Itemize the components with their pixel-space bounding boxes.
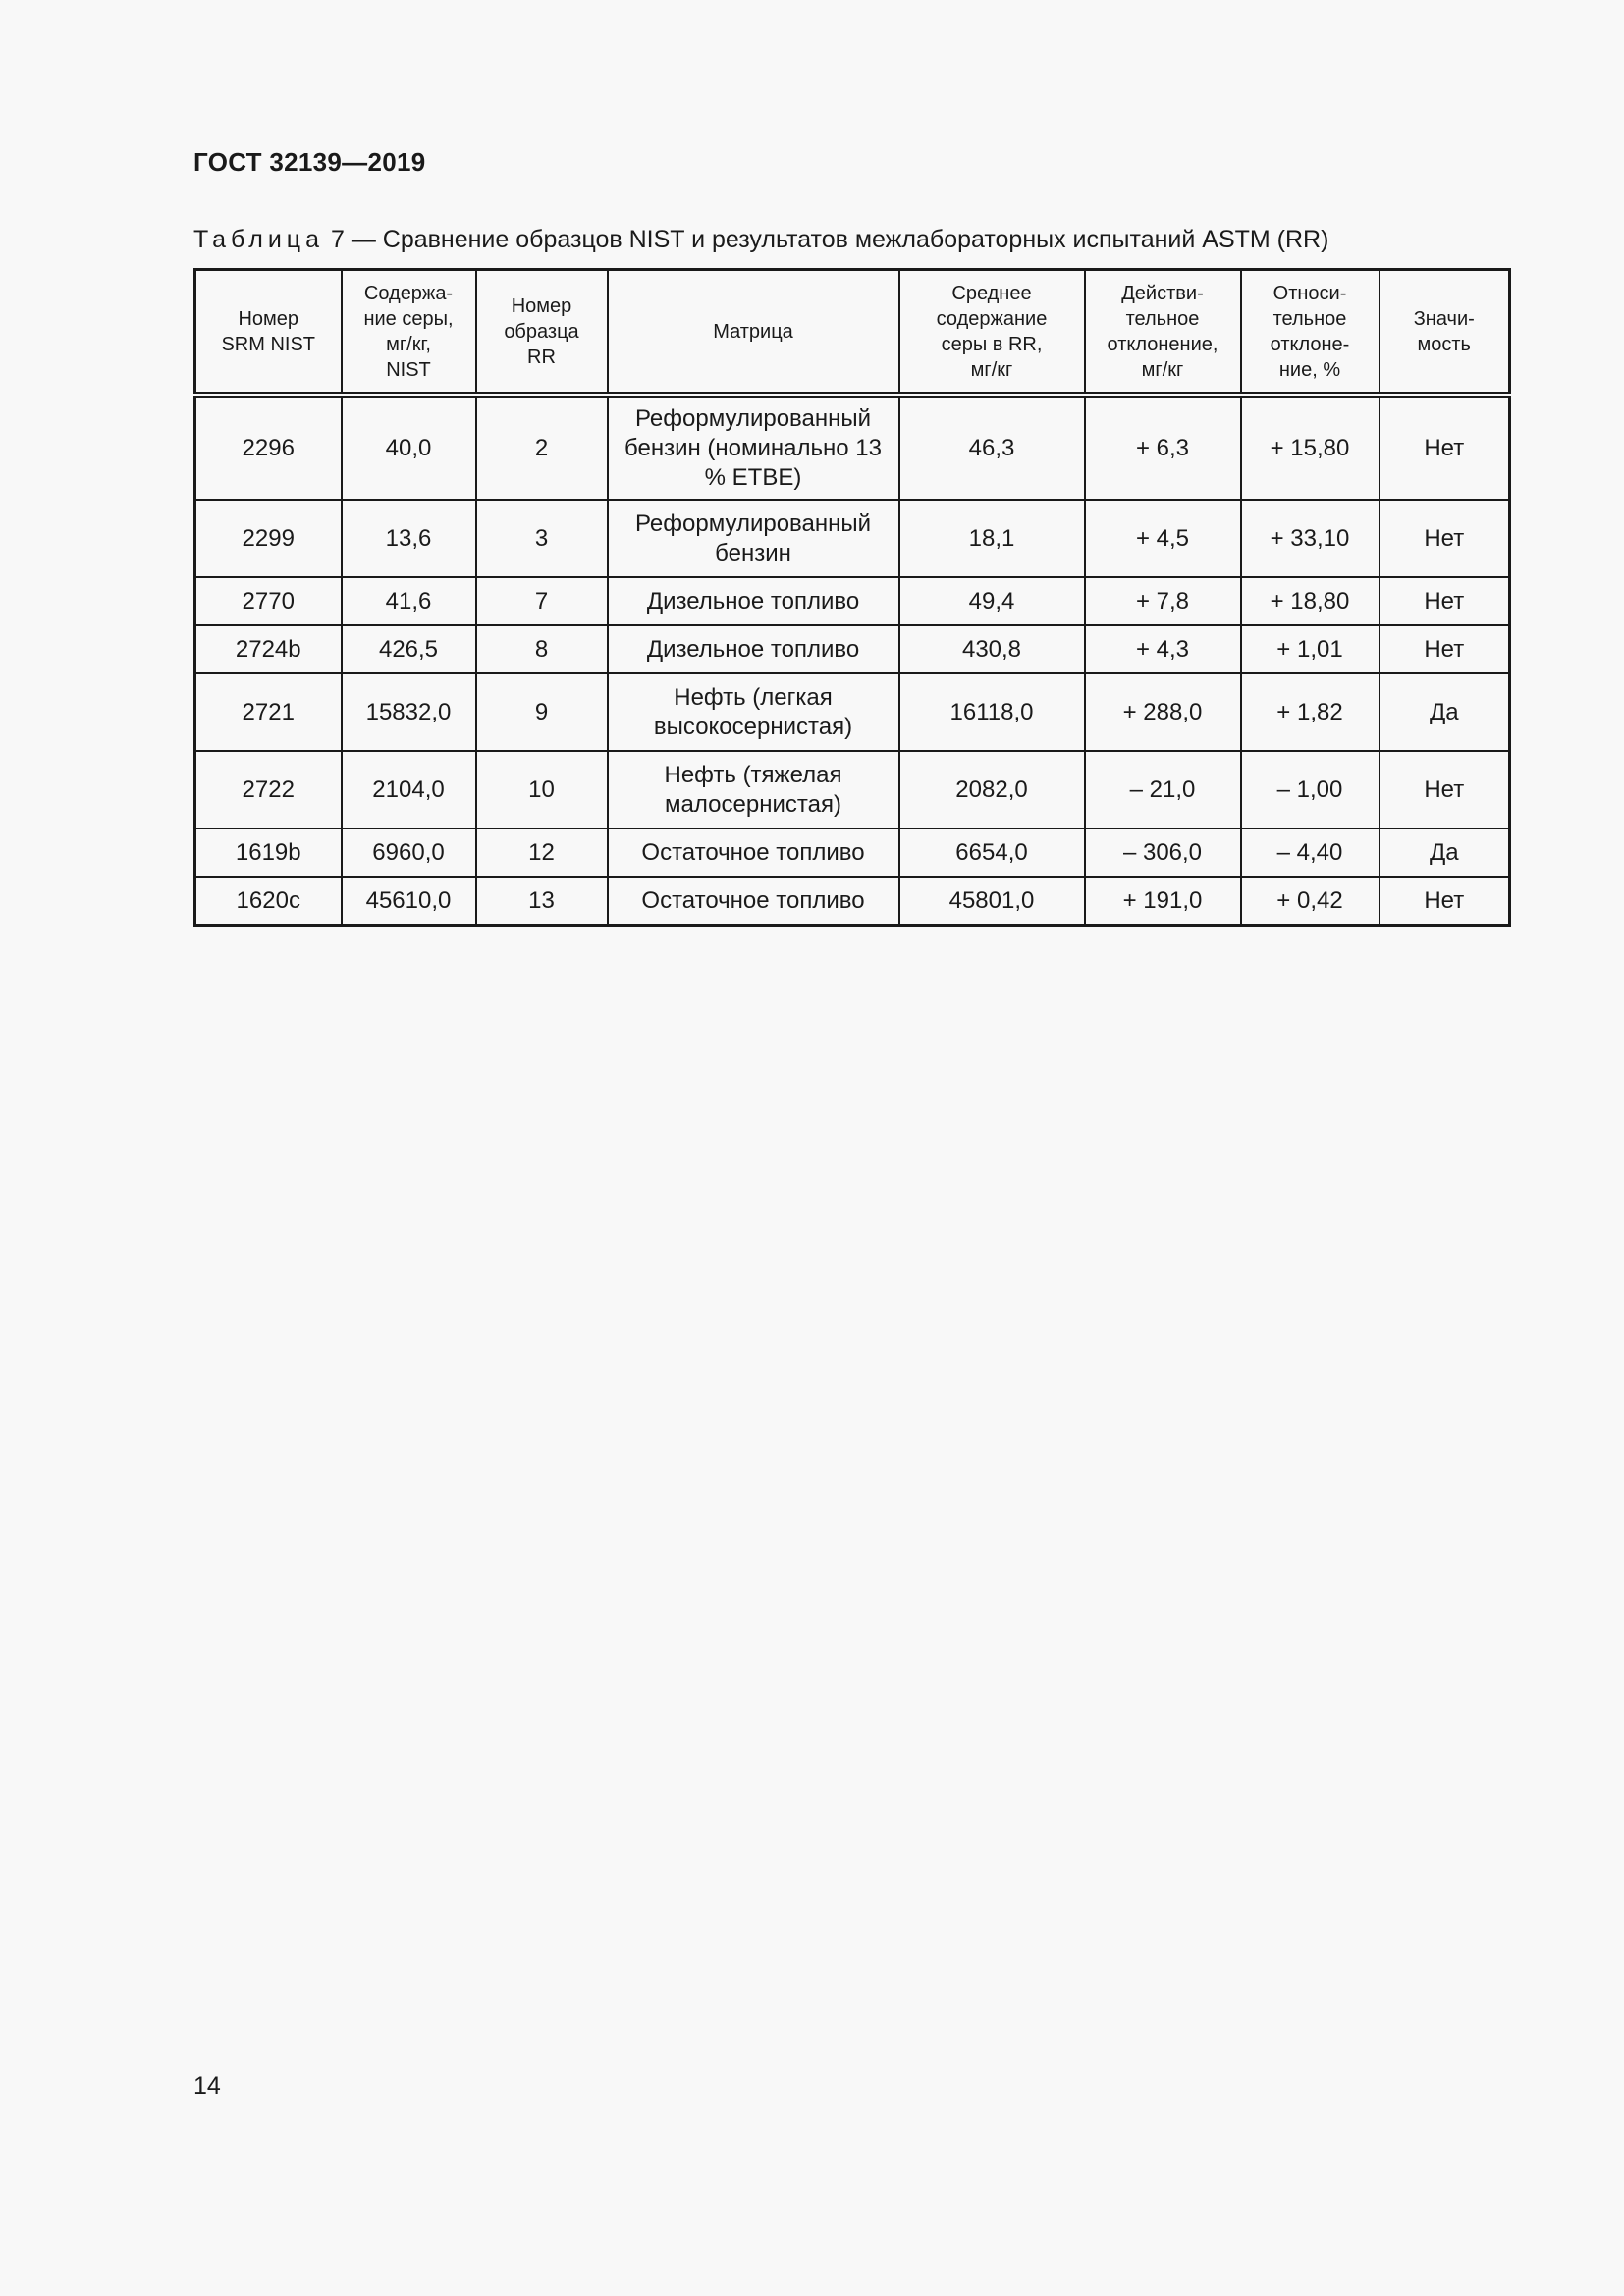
cell-mean-sulfur-rr: 46,3 [899, 395, 1085, 500]
header-sulfur-content-nist: Содержа- ние серы, мг/кг, NIST [342, 270, 476, 396]
header-rr-sample-number: Номер образца RR [476, 270, 608, 396]
cell-relative-deviation: + 0,42 [1241, 877, 1380, 926]
table-caption-text: 7 — Сравнение образцов NIST и результатов межлабораторных испытаний ASTM (RR) [324, 226, 1329, 253]
cell-matrix: Реформулированный бензин [608, 500, 899, 577]
cell-matrix: Дизельное топливо [608, 577, 899, 625]
cell-srm-nist: 2724b [195, 625, 342, 673]
table-row [195, 395, 1510, 500]
cell-actual-deviation: – 306,0 [1085, 828, 1241, 877]
cell-rr-sample-number: 13 [476, 877, 608, 926]
cell-mean-sulfur-rr: 430,8 [899, 625, 1085, 673]
header-srm-nist: Номер SRM NIST [195, 270, 342, 396]
cell-actual-deviation: + 4,3 [1085, 625, 1241, 673]
cell-rr-sample-number: 2 [476, 395, 608, 500]
cell-matrix: Нефть (легкая высокосернистая) [608, 673, 899, 751]
cell-significance: Нет [1380, 577, 1510, 625]
table-row [195, 751, 1510, 828]
cell-significance: Да [1380, 828, 1510, 877]
cell-actual-deviation: + 288,0 [1085, 673, 1241, 751]
cell-rr-sample-number: 9 [476, 673, 608, 751]
cell-significance: Нет [1380, 877, 1510, 926]
cell-matrix: Дизельное топливо [608, 625, 899, 673]
cell-actual-deviation: + 6,3 [1085, 395, 1241, 500]
cell-rr-sample-number: 7 [476, 577, 608, 625]
header-mean-sulfur-rr: Среднее содержание серы в RR, мг/кг [899, 270, 1085, 396]
cell-srm-nist: 2299 [195, 500, 342, 577]
cell-actual-deviation: – 21,0 [1085, 751, 1241, 828]
cell-matrix: Остаточное топливо [608, 828, 899, 877]
cell-sulfur-content-nist: 6960,0 [342, 828, 476, 877]
table-caption-label: Таблица [193, 226, 325, 253]
table-row [195, 673, 1510, 751]
cell-mean-sulfur-rr: 45801,0 [899, 877, 1085, 926]
comparison-table [193, 268, 1511, 927]
cell-matrix: Нефть (тяжелая малосернистая) [608, 751, 899, 828]
cell-mean-sulfur-rr: 49,4 [899, 577, 1085, 625]
cell-rr-sample-number: 8 [476, 625, 608, 673]
cell-significance: Нет [1380, 751, 1510, 828]
table-row [195, 577, 1510, 625]
cell-matrix: Реформулированный бензин (номинально 13 % ETBE) [608, 395, 899, 500]
cell-mean-sulfur-rr: 2082,0 [899, 751, 1085, 828]
cell-relative-deviation: + 1,82 [1241, 673, 1380, 751]
cell-mean-sulfur-rr: 16118,0 [899, 673, 1085, 751]
document-title: ГОСТ 32139—2019 [193, 147, 426, 177]
cell-srm-nist: 1620c [195, 877, 342, 926]
cell-relative-deviation: + 1,01 [1241, 625, 1380, 673]
table-row [195, 828, 1510, 877]
cell-srm-nist: 2770 [195, 577, 342, 625]
cell-significance: Да [1380, 673, 1510, 751]
header-matrix: Матрица [608, 270, 899, 396]
table-body [195, 395, 1510, 926]
cell-srm-nist: 2721 [195, 673, 342, 751]
cell-srm-nist: 2296 [195, 395, 342, 500]
cell-sulfur-content-nist: 40,0 [342, 395, 476, 500]
cell-sulfur-content-nist: 426,5 [342, 625, 476, 673]
cell-significance: Нет [1380, 625, 1510, 673]
cell-rr-sample-number: 3 [476, 500, 608, 577]
cell-sulfur-content-nist: 45610,0 [342, 877, 476, 926]
cell-significance: Нет [1380, 500, 1510, 577]
table-row [195, 877, 1510, 926]
table-row [195, 625, 1510, 673]
cell-sulfur-content-nist: 13,6 [342, 500, 476, 577]
cell-actual-deviation: + 7,8 [1085, 577, 1241, 625]
cell-actual-deviation: + 191,0 [1085, 877, 1241, 926]
cell-srm-nist: 2722 [195, 751, 342, 828]
header-actual-deviation: Действи- тельное отклонение, мг/кг [1085, 270, 1241, 396]
cell-significance: Нет [1380, 395, 1510, 500]
header-significance: Значи- мость [1380, 270, 1510, 396]
cell-sulfur-content-nist: 15832,0 [342, 673, 476, 751]
cell-mean-sulfur-rr: 6654,0 [899, 828, 1085, 877]
cell-relative-deviation: – 4,40 [1241, 828, 1380, 877]
cell-srm-nist: 1619b [195, 828, 342, 877]
cell-actual-deviation: + 4,5 [1085, 500, 1241, 577]
cell-matrix: Остаточное топливо [608, 877, 899, 926]
cell-relative-deviation: + 33,10 [1241, 500, 1380, 577]
header-relative-deviation: Относи- тельное отклоне- ние, % [1241, 270, 1380, 396]
table-caption [193, 226, 1328, 254]
cell-sulfur-content-nist: 2104,0 [342, 751, 476, 828]
table-row [195, 500, 1510, 577]
cell-relative-deviation: – 1,00 [1241, 751, 1380, 828]
cell-relative-deviation: + 15,80 [1241, 395, 1380, 500]
cell-rr-sample-number: 10 [476, 751, 608, 828]
table-header-row [195, 270, 1510, 396]
cell-rr-sample-number: 12 [476, 828, 608, 877]
cell-relative-deviation: + 18,80 [1241, 577, 1380, 625]
page-number: 14 [193, 2072, 221, 2100]
cell-mean-sulfur-rr: 18,1 [899, 500, 1085, 577]
cell-sulfur-content-nist: 41,6 [342, 577, 476, 625]
